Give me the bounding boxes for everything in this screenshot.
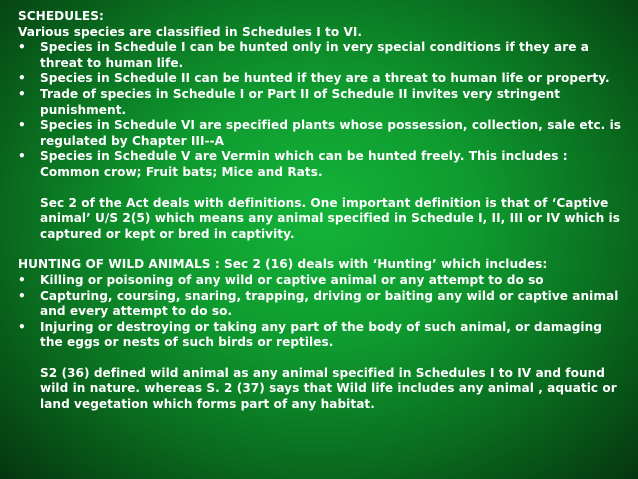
list-item: • Killing or poisoning of any wild or captive animal or any attempt to do so: [18, 273, 624, 289]
hunting-heading: HUNTING OF WILD ANIMALS : Sec 2 (16) deals with ‘Hunting’ which includes:: [18, 257, 548, 272]
list-item: • Species in Schedule I can be hunted only in very special conditions if they are a threat to human life.: [18, 40, 624, 71]
list-item: • Injuring or destroying or taking any part of the body of such animal, or damaging the eggs or nests of such birds or reptiles.: [18, 320, 624, 351]
hunting-list: [18, 273, 624, 351]
list-item: • Capturing, coursing, snaring, trapping, driving or baiting any wild or captive animal and every attempt to do so.: [18, 289, 624, 320]
list-item: • Species in Schedule V are Vermin which can be hunted freely. This includes : Common crow; Fruit bats; Mice and Rats.: [18, 149, 624, 180]
list-item: • Trade of species in Schedule I or Part II of Schedule II invites very stringent punishment.: [18, 87, 624, 118]
schedules-list: [18, 40, 624, 180]
section-spacer: [18, 242, 624, 257]
list-item: • Species in Schedule VI are specified plants whose possession, collection, sale etc. is regulated by Chapter III--A: [18, 118, 624, 149]
schedules-heading: SCHEDULES:: [18, 9, 104, 23]
schedules-section: [18, 9, 624, 242]
schedules-intro: Various species are classified in Schedules I to VI.: [18, 24, 363, 39]
hunting-section: [18, 257, 624, 412]
wild-animal-paragraph: S2 (36) defined wild animal as any animal specified in Schedules I to IV and found wild in nature. whereas S. 2 (37) says that Wild life includes any animal , aquatic or land vegetation which forms part of any habitat.: [40, 365, 617, 412]
captive-animal-paragraph: Sec 2 of the Act deals with definitions. One important definition is that of ‘Captive animal’ U/S 2(5) which means any animal specified in Schedule I, II, III or IV which is captured or kept or bred in captivity.: [40, 195, 620, 241]
list-item: • Species in Schedule II can be hunted if they are a threat to human life or property.: [18, 71, 624, 87]
